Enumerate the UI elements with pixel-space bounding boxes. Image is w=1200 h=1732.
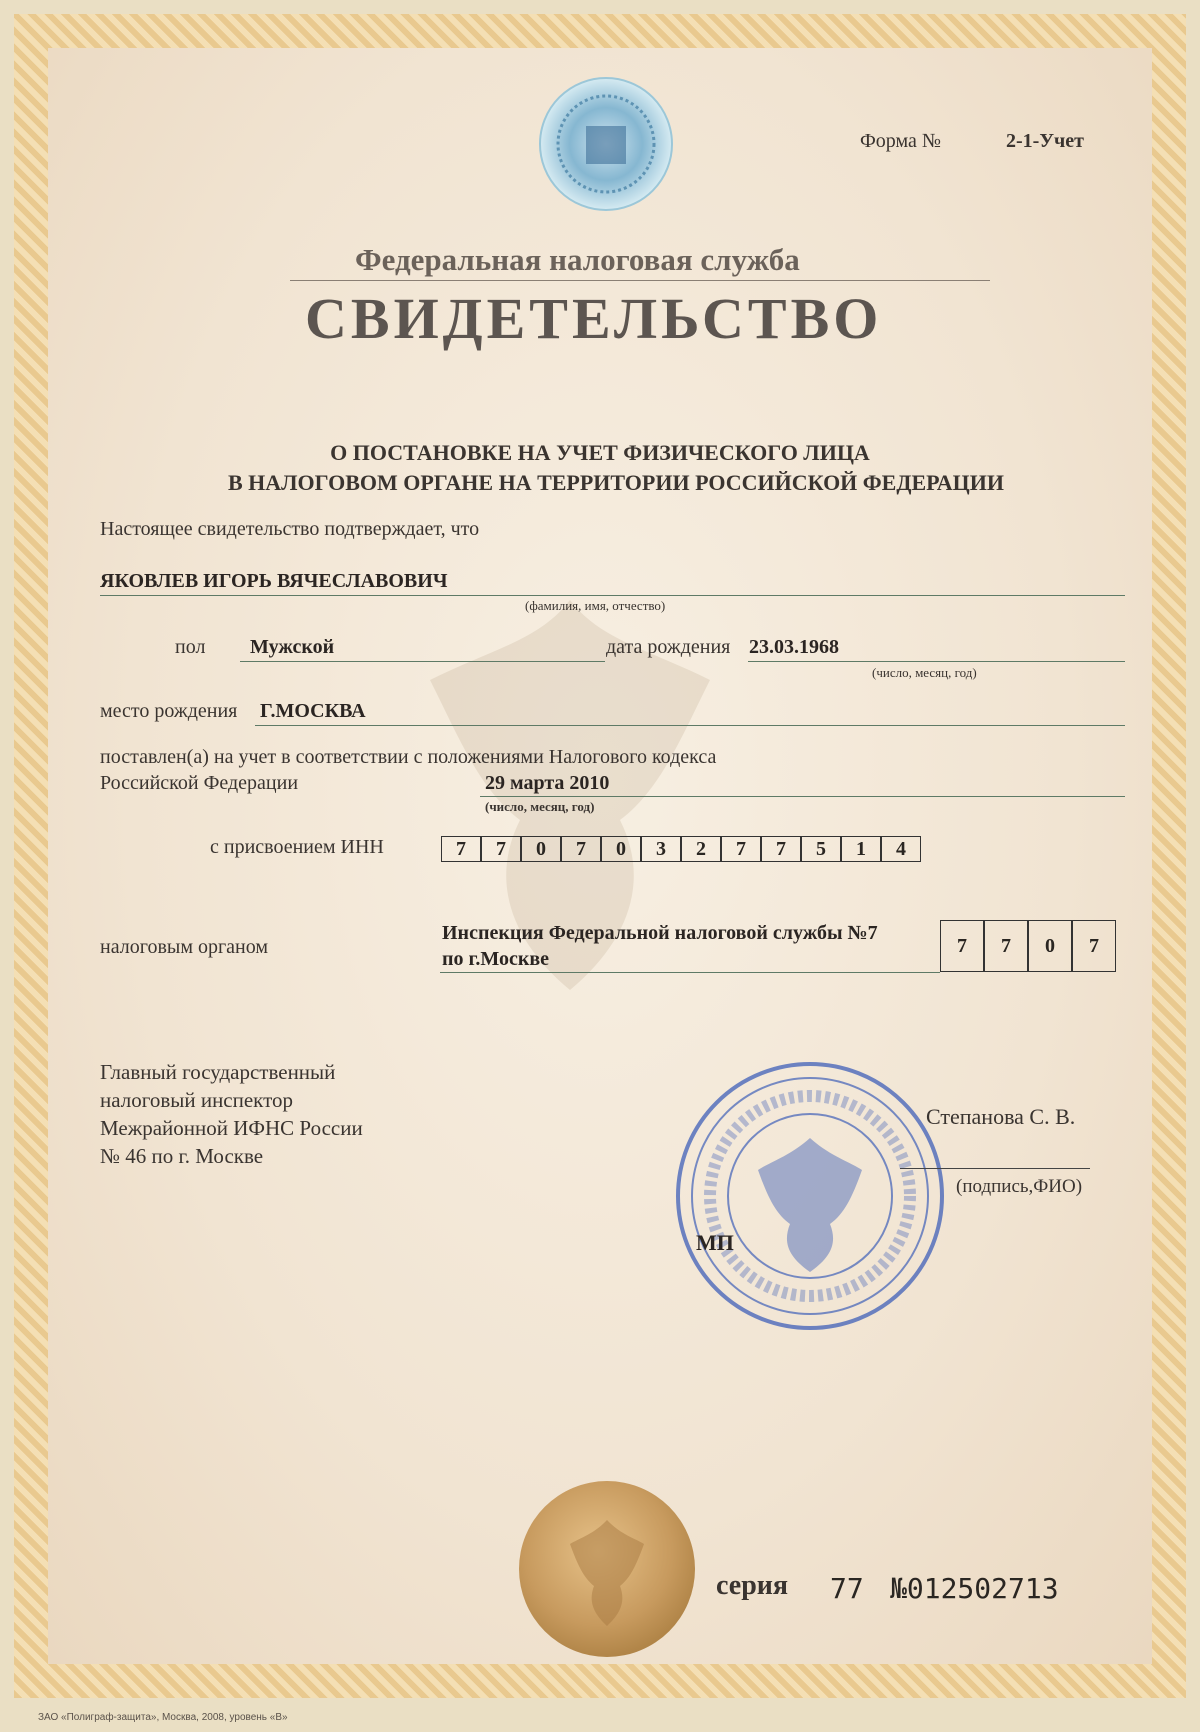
series-value: 77 <box>830 1572 864 1605</box>
subtitle-line-1: О ПОСТАНОВКЕ НА УЧЕТ ФИЗИЧЕСКОГО ЛИЦА <box>330 440 870 465</box>
birth-date-line <box>748 661 1125 662</box>
authority-name-line-1: Инспекция Федеральной налоговой службы №7 <box>442 922 878 944</box>
subtitle-line-2: В НАЛОГОВОМ ОРГАНЕ НА ТЕРРИТОРИИ РОССИЙСКОЙ ФЕДЕРАЦИИ <box>227 470 1005 495</box>
signature-caption: (подпись,ФИО) <box>956 1176 1083 1197</box>
hologram-icon <box>538 76 674 212</box>
registered-date-caption: (число, месяц, год) <box>485 799 595 814</box>
authority-code-digit: 7 <box>984 920 1028 972</box>
authority-label: налоговым органом <box>100 936 269 958</box>
birth-date-value: 23.03.1968 <box>749 636 839 658</box>
series-label: серия <box>716 1570 789 1601</box>
registered-date-line <box>480 796 1125 797</box>
signer-position-4: № 46 по г. Москве <box>100 1144 264 1168</box>
sex-line <box>240 661 605 662</box>
document-title: СВИДЕТЕЛЬСТВО <box>305 286 883 351</box>
form-label: Форма № <box>860 130 941 152</box>
printer-imprint: ЗАО «Полиграф-защита», Москва, 2008, уровень «В» <box>38 1712 288 1723</box>
inn-digit: 4 <box>881 836 921 862</box>
signer-position-2: налоговый инспектор <box>100 1088 294 1112</box>
agency-name: Федеральная налоговая служба <box>355 242 800 277</box>
birth-place-line <box>255 725 1125 726</box>
inn-digit: 0 <box>521 836 561 862</box>
form-number: 2-1-Учет <box>1006 130 1084 152</box>
inn-digit: 7 <box>761 836 801 862</box>
authority-code-digit: 7 <box>940 920 984 972</box>
intro-text: Настоящее свидетельство подтверждает, что <box>100 518 480 540</box>
signer-position-1: Главный государственный <box>100 1060 336 1084</box>
inn-digit: 3 <box>641 836 681 862</box>
full-name-line <box>100 595 1125 596</box>
full-name-value: ЯКОВЛЕВ ИГОРЬ ВЯЧЕСЛАВОВИЧ <box>100 570 448 592</box>
signer-position-3: Межрайонной ИФНС России <box>100 1116 363 1140</box>
registered-text-1: поставлен(а) на учет в соответствии с положениями Налогового кодекса <box>100 746 717 768</box>
inn-digit: 2 <box>681 836 721 862</box>
registered-text-2: Российской Федерации <box>100 772 299 794</box>
birth-place-value: Г.МОСКВА <box>260 700 366 722</box>
signer-name: Степанова С. В. <box>926 1104 1076 1129</box>
inn-digit: 7 <box>721 836 761 862</box>
birth-place-label: место рождения <box>100 700 238 722</box>
gold-seal-icon <box>518 1480 696 1658</box>
stamp-place-mark: МП <box>696 1230 734 1255</box>
official-stamp-icon <box>672 1058 948 1334</box>
birth-date-caption: (число, месяц, год) <box>872 665 977 680</box>
authority-code-digit: 7 <box>1072 920 1116 972</box>
sex-label: пол <box>175 636 206 658</box>
inn-label: с присвоением ИНН <box>210 836 384 858</box>
authority-code-digit: 0 <box>1028 920 1072 972</box>
certificate-number: №012502713 <box>890 1572 1059 1605</box>
registered-date-value: 29 марта 2010 <box>485 772 610 794</box>
authority-name-line-2: по г.Москве <box>442 948 550 970</box>
inn-digit: 0 <box>601 836 641 862</box>
inn-digit: 5 <box>801 836 841 862</box>
inn-digit: 7 <box>561 836 601 862</box>
signature-line <box>900 1168 1090 1169</box>
inn-digit: 7 <box>481 836 521 862</box>
full-name-caption: (фамилия, имя, отчество) <box>525 598 666 613</box>
birth-date-label: дата рождения <box>606 636 731 658</box>
inn-digit: 1 <box>841 836 881 862</box>
header-divider <box>290 280 990 281</box>
sex-value: Мужской <box>250 636 335 658</box>
inn-digit: 7 <box>441 836 481 862</box>
authority-line <box>440 972 940 973</box>
